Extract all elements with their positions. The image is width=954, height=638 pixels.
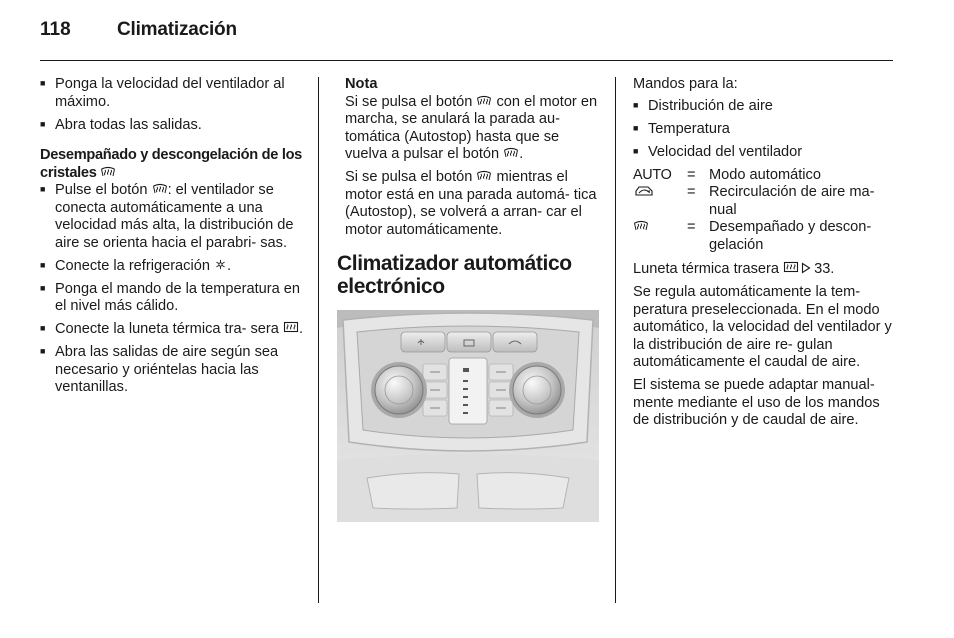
list-item: ■ Ponga la velocidad del ventilador al máximo. <box>40 76 306 111</box>
rear-window-reference: Luneta térmica trasera 33. <box>633 261 835 277</box>
windscreen-defrost-icon <box>100 165 116 178</box>
note-paragraph-1: Si se pulsa el botón con el motor en marcha, se anulará la parada au- tomática (Autostop) hasta que se vuelva a pulsar el botón . <box>345 93 598 162</box>
windscreen-defrost-icon <box>503 146 519 159</box>
bullet-list-top <box>40 76 306 134</box>
list-item: ■ Ponga el mando de la temperatura en el nivel más cálido. <box>40 281 306 316</box>
column-divider-2 <box>615 77 616 603</box>
list-item: ■ Distribución de aire <box>633 98 895 116</box>
windscreen-defrost-icon <box>152 182 168 195</box>
subheading-text: Desempañado y descongelación de los cristales <box>40 147 303 181</box>
bullet-list-steps <box>40 182 306 397</box>
controls-list <box>633 98 895 162</box>
column-divider-1 <box>318 77 319 603</box>
page-reference-icon <box>801 262 811 274</box>
legend-row-defrost: = Desempañado y descon- gelación <box>633 219 895 254</box>
list-item: ■ Pulse el botón : el ventilador se conecta automáticamente a una velocidad más alta, la distribución de aire se orienta hacia el parabri- sas. <box>40 182 306 252</box>
list-item: ■ Conecte la luneta térmica tra- sera . <box>40 321 306 339</box>
list-item: ■ Abra las salidas de aire según sea necesario y oriéntelas hacia las ventanillas. <box>40 344 306 397</box>
note-label: Nota <box>345 76 378 92</box>
windscreen-defrost-icon <box>633 219 649 232</box>
note-paragraph-2: Si se pulsa el botón mientras el motor está en una parada automá- tica (Autostop), se volverá a arran- car el motor automáticamente. <box>345 169 597 238</box>
windscreen-defrost-icon <box>476 169 492 182</box>
list-item: ■ Abra todas las salidas. <box>40 117 306 135</box>
column-2 <box>337 76 601 522</box>
air-conditioning-icon <box>214 258 227 271</box>
page-number: 118 <box>40 19 71 40</box>
page-title: Climatización <box>117 19 237 40</box>
auto-symbol: AUTO <box>633 166 672 183</box>
column-1 <box>40 76 306 402</box>
section-heading: Climatizador automático electrónico <box>337 252 572 298</box>
rear-window-heating-icon <box>283 321 299 334</box>
climate-control-panel-photo <box>337 310 599 522</box>
list-item: ■ Conecte la refrigeración . <box>40 258 306 276</box>
list-item: ■ Temperatura <box>633 121 895 139</box>
subheading-defrost <box>40 147 306 182</box>
symbol-legend <box>633 167 895 255</box>
paragraph: Se regula automáticamente la tem- peratura preseleccionada. En el modo automático, la velocidad del ventilador y la distribución de aire re- gulan automáticamente el caudal de aire. <box>633 284 892 370</box>
paragraph: El sistema se puede adaptar manual- mente mediante el uso de los mandos de distribución y de caudal de aire. <box>633 377 880 428</box>
header-rule <box>40 60 893 61</box>
rear-window-heating-icon <box>783 261 799 274</box>
list-item: ■ Velocidad del ventilador <box>633 144 895 162</box>
column-3 <box>633 76 895 435</box>
legend-row-recirculation: = Recirculación de aire ma- nual <box>633 184 895 219</box>
air-recirculation-icon <box>633 184 655 197</box>
legend-row-auto: AUTO = Modo automático <box>633 166 821 183</box>
controls-intro: Mandos para la: <box>633 76 738 92</box>
windscreen-defrost-icon <box>476 94 492 107</box>
